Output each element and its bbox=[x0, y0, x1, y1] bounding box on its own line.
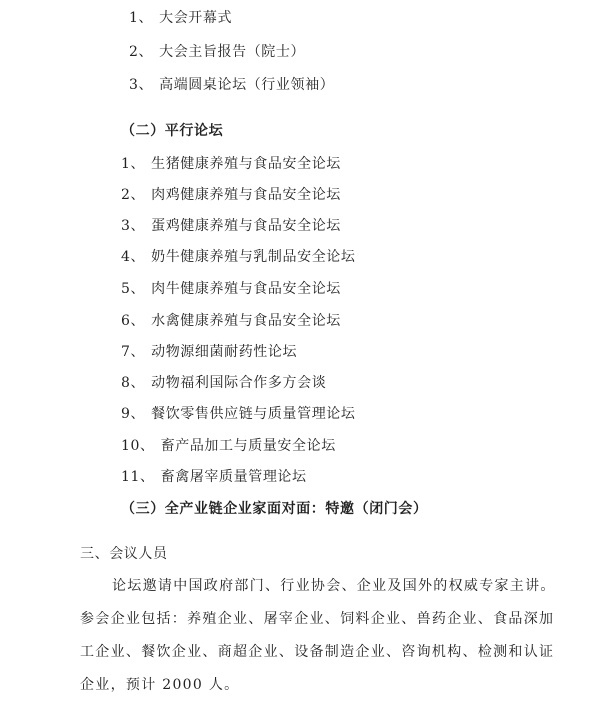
item-number: 1、 bbox=[129, 10, 154, 26]
item-number: 5、 bbox=[121, 281, 146, 297]
main-item-3 bbox=[129, 75, 334, 95]
item-number: 7、 bbox=[121, 344, 146, 360]
item-number: 1、 bbox=[121, 156, 146, 172]
parallel-item-2 bbox=[121, 185, 341, 205]
attendees-paragraph-line-1: 论坛邀请中国政府部门、行业协会、企业及国外的权威专家主讲。 bbox=[112, 578, 556, 594]
item-text: 餐饮零售供应链与质量管理论坛 bbox=[151, 406, 356, 422]
attendees-heading: 三、会议人员 bbox=[80, 546, 168, 562]
attendees-paragraph-line-4: 企业，预计 2000 人。 bbox=[80, 677, 240, 693]
item-text: 大会开幕式 bbox=[159, 10, 233, 26]
attendees-paragraph-line-2: 参会企业包括：养殖企业、屠宰企业、饲料企业、兽药企业、食品深加 bbox=[80, 611, 555, 627]
parallel-item-7 bbox=[121, 342, 297, 362]
item-text: 肉牛健康养殖与食品安全论坛 bbox=[151, 281, 341, 297]
item-text: 奶牛健康养殖与乳制品安全论坛 bbox=[151, 249, 356, 265]
item-text: 畜产品加工与质量安全论坛 bbox=[160, 438, 336, 454]
item-text: 动物源细菌耐药性论坛 bbox=[151, 344, 298, 360]
main-item-2 bbox=[129, 42, 305, 62]
parallel-item-8 bbox=[121, 373, 326, 393]
item-text: 畜禽屠宰质量管理论坛 bbox=[160, 469, 307, 485]
item-number: 3、 bbox=[129, 77, 154, 93]
item-number: 4、 bbox=[121, 249, 146, 265]
item-text: 蛋鸡健康养殖与食品安全论坛 bbox=[151, 218, 341, 234]
item-number: 6、 bbox=[121, 313, 146, 329]
parallel-item-9 bbox=[121, 404, 356, 424]
attendees-paragraph-line-3: 工企业、餐饮企业、商超企业、设备制造企业、咨询机构、检测和认证 bbox=[80, 644, 555, 660]
main-item-1 bbox=[129, 8, 232, 28]
parallel-item-4 bbox=[121, 247, 356, 267]
parallel-item-1 bbox=[121, 154, 341, 174]
parallel-forum-heading: （二）平行论坛 bbox=[121, 123, 224, 139]
parallel-item-11 bbox=[121, 467, 307, 487]
item-number: 9、 bbox=[121, 406, 146, 422]
item-number: 11、 bbox=[121, 469, 155, 485]
parallel-item-6 bbox=[121, 311, 341, 331]
item-number: 2、 bbox=[121, 187, 146, 203]
parallel-item-5 bbox=[121, 279, 341, 299]
item-text: 动物福利国际合作多方会谈 bbox=[151, 375, 327, 391]
parallel-item-10 bbox=[121, 436, 336, 456]
parallel-item-3 bbox=[121, 216, 341, 236]
item-text: 大会主旨报告（院士） bbox=[159, 44, 306, 60]
item-text: 生猪健康养殖与食品安全论坛 bbox=[151, 156, 341, 172]
item-text: 高端圆桌论坛（行业领袖） bbox=[159, 77, 335, 93]
entrepreneur-session-heading: （三）全产业链企业家面对面：特邀（闭门会） bbox=[121, 501, 428, 517]
item-number: 2、 bbox=[129, 44, 154, 60]
item-number: 10、 bbox=[121, 438, 155, 454]
item-text: 肉鸡健康养殖与食品安全论坛 bbox=[151, 187, 341, 203]
item-text: 水禽健康养殖与食品安全论坛 bbox=[151, 313, 341, 329]
item-number: 8、 bbox=[121, 375, 146, 391]
item-number: 3、 bbox=[121, 218, 146, 234]
